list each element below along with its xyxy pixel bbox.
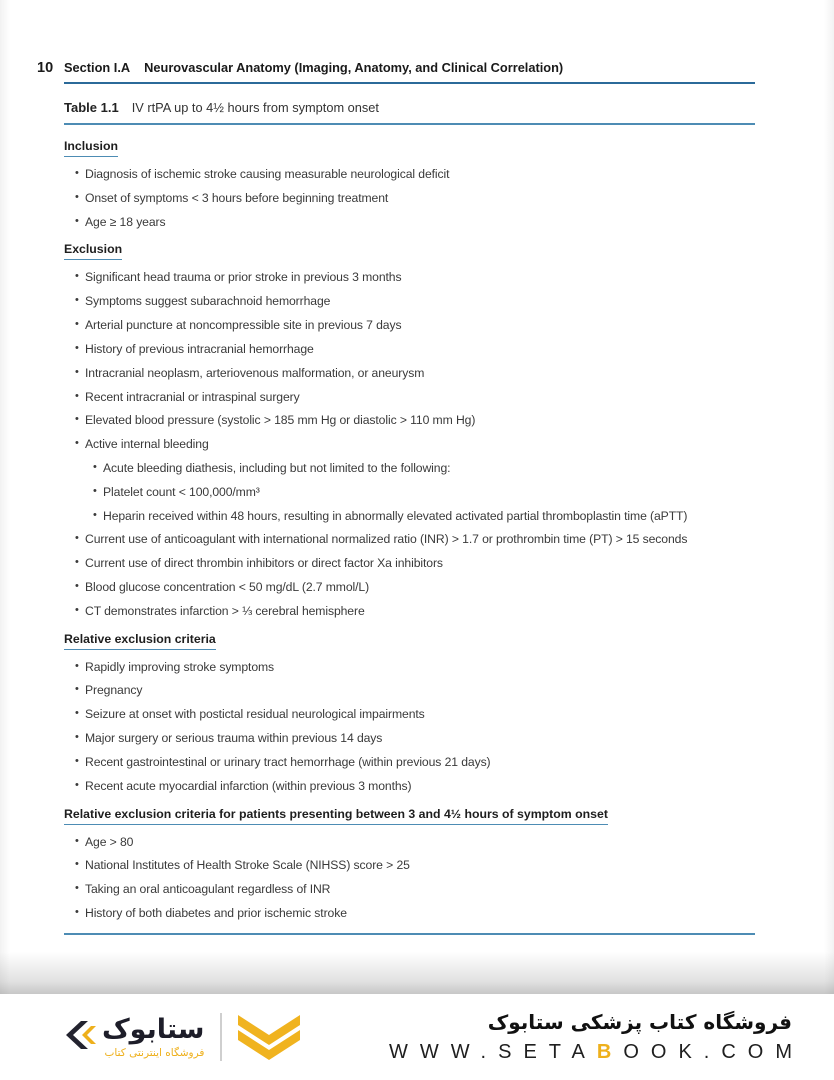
bullet-dot: •	[75, 294, 79, 307]
bullet-item	[64, 780, 755, 793]
bullet-text: Taking an oral anticoagulant regardless of INR	[85, 882, 331, 897]
header-rule	[64, 82, 755, 84]
bullet-dot: •	[75, 341, 79, 354]
bullet-dot: •	[75, 603, 79, 616]
scan-bottom-shadow	[0, 952, 834, 994]
bullet-text: Age > 80	[85, 834, 134, 849]
bullet-item	[64, 391, 755, 404]
bullet-item	[64, 557, 755, 570]
bullet-item	[64, 661, 755, 674]
bullet-dot: •	[75, 659, 79, 672]
bullet-item	[64, 907, 755, 920]
section-heading: Inclusion	[64, 139, 118, 157]
bullet-text: Recent gastrointestinal or urinary tract hemorrhage (within previous 21 days)	[85, 754, 491, 769]
bullet-item	[64, 319, 755, 332]
bullet-item	[64, 462, 755, 475]
bullet-text: History of both diabetes and prior ischemic stroke	[85, 905, 347, 920]
url-accent-letter: B	[596, 1040, 624, 1063]
bullet-text: History of previous intracranial hemorrhage	[85, 341, 314, 356]
bookstore-title: فروشگاه کتاب پزشکی ستابوک	[487, 1009, 792, 1034]
section-heading: Relative exclusion criteria	[64, 632, 216, 650]
scan-edge-shadow-right	[824, 0, 834, 994]
setabook-logo	[60, 1013, 205, 1059]
bullet-text: Current use of direct thrombin inhibitors or direct factor Xa inhibitors	[85, 556, 443, 571]
bullet-dot: •	[75, 214, 79, 227]
bullet-text: CT demonstrates infarction > ⅓ cerebral hemisphere	[85, 603, 365, 618]
bullet-text: Seizure at onset with postictal residual neurological impairments	[85, 707, 425, 722]
bullet-text: Platelet count < 100,000/mm³	[103, 484, 260, 499]
bullet-text: Recent acute myocardial infarction (within previous 3 months)	[85, 778, 412, 793]
bullet-item	[64, 367, 755, 380]
bullet-item	[64, 343, 755, 356]
table-bottom-rule	[64, 933, 755, 935]
section-heading: Relative exclusion criteria for patients presenting between 3 and 4½ hours of symptom onset	[64, 807, 608, 825]
url-prefix: WWW.SETA	[389, 1040, 597, 1063]
bullet-item	[64, 684, 755, 697]
table-section	[64, 139, 755, 228]
bullet-text: Pregnancy	[85, 683, 143, 698]
bullet-dot: •	[75, 778, 79, 791]
bullet-item	[64, 271, 755, 284]
bullet-item	[64, 414, 755, 427]
bullet-dot: •	[75, 683, 79, 696]
bullet-dot: •	[93, 508, 97, 521]
bullet-item	[64, 836, 755, 849]
bullet-item	[64, 438, 755, 451]
footer-divider	[220, 1013, 222, 1061]
section-heading: Exclusion	[64, 242, 122, 260]
bullet-text: Acute bleeding diathesis, including but not limited to the following:	[103, 460, 451, 475]
running-header	[37, 60, 755, 76]
bullet-dot: •	[75, 532, 79, 545]
section-label: Section I.A	[64, 60, 131, 75]
table-caption	[64, 100, 755, 115]
table-label: Table 1.1	[64, 100, 119, 115]
table-section	[64, 242, 755, 617]
bullet-text: Blood glucose concentration < 50 mg/dL (2.7 mmol/L)	[85, 580, 370, 594]
footer	[0, 994, 834, 1080]
logo-chevrons-icon	[60, 1019, 96, 1056]
bullet-dot: •	[75, 858, 79, 871]
bullet-dot: •	[75, 556, 79, 569]
bullet-item	[64, 756, 755, 769]
bullet-item	[64, 581, 755, 594]
bullet-text: Elevated blood pressure (systolic > 185 mm Hg or diastolic > 110 mm Hg)	[85, 413, 476, 428]
table-top-rule	[64, 123, 755, 125]
bullet-dot: •	[75, 707, 79, 720]
url-suffix: OOK.COM	[623, 1040, 804, 1063]
bullet-dot: •	[75, 270, 79, 283]
logo-tagline: فروشگاه اینترنتی کتاب	[104, 1046, 205, 1059]
bullet-dot: •	[75, 167, 79, 179]
bookstore-url	[389, 1041, 804, 1064]
bullet-text: Recent intracranial or intraspinal surgery	[85, 389, 300, 404]
bullet-dot: •	[75, 413, 79, 426]
bullet-text: Intracranial neoplasm, arteriovenous malformation, or aneurysm	[85, 365, 425, 380]
bullet-text: Major surgery or serious trauma within previous 14 days	[85, 731, 383, 746]
bullet-item	[64, 732, 755, 745]
bullet-item	[64, 510, 755, 523]
bullet-text: Current use of anticoagulant with international normalized ratio (INR) > 1.7 or prothrombin time (PT) > 15 seconds	[85, 532, 688, 547]
logo-text-block	[102, 1013, 205, 1059]
footer-bookstore-info	[389, 1009, 804, 1064]
bullet-item	[64, 859, 755, 872]
bullet-item	[64, 708, 755, 721]
bullet-dot: •	[75, 190, 79, 203]
bullet-item	[64, 216, 755, 229]
bullet-text: National Institutes of Health Stroke Scale (NIHSS) score > 25	[85, 858, 410, 873]
bullet-dot: •	[75, 437, 79, 450]
bullet-text: Symptoms suggest subarachnoid hemorrhage	[85, 294, 331, 309]
bullet-dot: •	[75, 580, 79, 592]
table-title: IV rtPA up to 4½ hours from symptom onset	[131, 100, 379, 115]
table-section	[64, 807, 755, 920]
logo-brand-name: ستابوک	[102, 1013, 205, 1045]
table-sections	[64, 139, 755, 920]
setabook-emblem-icon	[236, 1013, 302, 1061]
bullet-item	[64, 605, 755, 618]
scan-edge-shadow-left	[0, 0, 10, 994]
page-content	[37, 0, 755, 935]
bullet-text: Age ≥ 18 years	[85, 214, 166, 229]
bullet-item	[64, 486, 755, 499]
section-title: Neurovascular Anatomy (Imaging, Anatomy, and Clinical Correlation)	[144, 60, 564, 75]
bullet-dot: •	[75, 389, 79, 402]
bullet-text: Onset of symptoms < 3 hours before beginning treatment	[85, 190, 389, 205]
bullet-dot: •	[75, 731, 79, 744]
bullet-item	[64, 883, 755, 896]
bullet-dot: •	[75, 365, 79, 378]
table-section	[64, 632, 755, 793]
bullet-dot: •	[93, 460, 97, 473]
bullet-dot: •	[75, 754, 79, 767]
bullet-dot: •	[75, 318, 79, 331]
bullet-dot: •	[93, 484, 97, 497]
bullet-text: Rapidly improving stroke symptoms	[85, 659, 275, 674]
bullet-text: Heparin received within 48 hours, resulting in abnormally elevated activated partial thromboplastin time (aPTT)	[103, 508, 688, 523]
bullet-item	[64, 192, 755, 205]
page-number: 10	[37, 60, 54, 76]
bullet-dot: •	[75, 905, 79, 918]
bullet-dot: •	[75, 834, 79, 847]
bullet-text: Diagnosis of ischemic stroke causing measurable neurological deficit	[85, 167, 450, 181]
bullet-item	[64, 295, 755, 308]
bullet-text: Active internal bleeding	[85, 437, 209, 452]
bullet-item	[64, 533, 755, 546]
bullet-item	[64, 168, 755, 181]
bullet-text: Significant head trauma or prior stroke in previous 3 months	[85, 270, 402, 285]
bullet-dot: •	[75, 882, 79, 895]
bullet-text: Arterial puncture at noncompressible site in previous 7 days	[85, 318, 402, 333]
